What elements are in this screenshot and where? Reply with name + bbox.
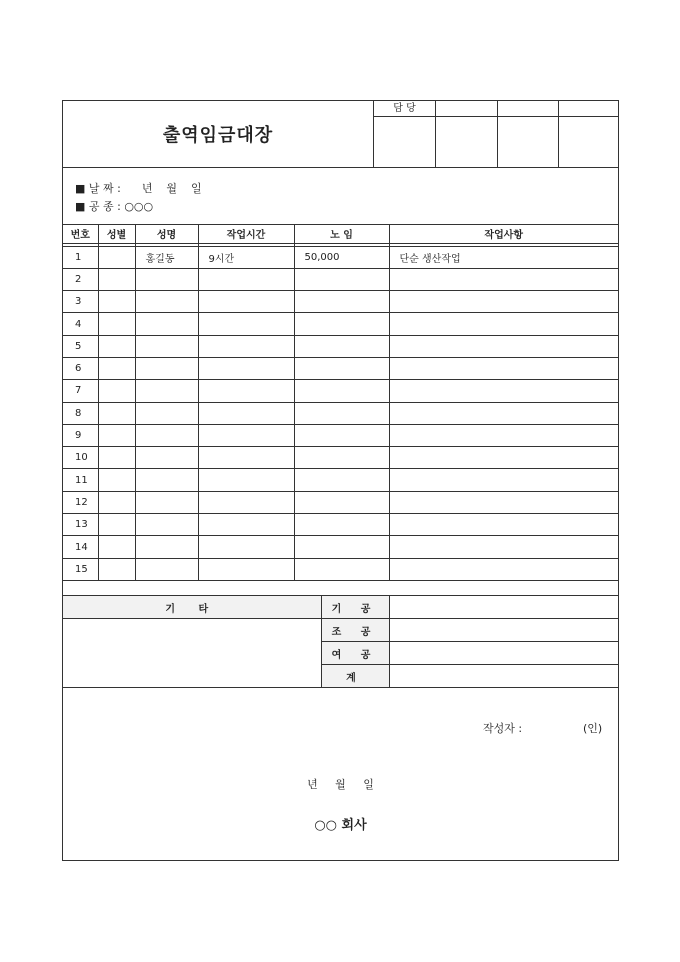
cell-wage[interactable] <box>294 536 389 558</box>
cell-gender[interactable] <box>98 380 135 402</box>
cell-wage[interactable] <box>294 313 389 335</box>
wage-ledger-document <box>62 100 619 861</box>
cell-number[interactable]: 3 <box>63 291 98 313</box>
cell-gender[interactable] <box>98 268 135 290</box>
cell-number[interactable]: 11 <box>63 469 98 491</box>
cell-work-details[interactable] <box>389 357 618 379</box>
cell-wage[interactable] <box>294 491 389 513</box>
approval-column-2 <box>436 101 498 167</box>
cell-gender[interactable] <box>98 402 135 424</box>
cell-name[interactable] <box>135 402 198 424</box>
approval-column-manager <box>374 101 436 167</box>
cell-number[interactable]: 1 <box>63 246 98 268</box>
table-row <box>63 357 618 379</box>
table-row <box>63 268 618 290</box>
table-row <box>63 380 618 402</box>
other-notes-area[interactable] <box>63 619 321 688</box>
cell-number[interactable]: 5 <box>63 335 98 357</box>
cell-name[interactable] <box>135 424 198 446</box>
cell-name[interactable] <box>135 380 198 402</box>
writer-label: 작성자 : <box>483 722 523 735</box>
table-row <box>63 558 618 580</box>
cell-work-details[interactable] <box>389 380 618 402</box>
cell-number[interactable]: 15 <box>63 558 98 580</box>
cell-wage[interactable]: 50,000 <box>294 246 389 268</box>
approval-column-3 <box>498 101 559 167</box>
cell-work-hours[interactable] <box>198 313 294 335</box>
attendance-table <box>63 224 618 581</box>
header-work-details: 작업사항 <box>389 224 618 243</box>
cell-gender[interactable] <box>98 514 135 536</box>
cell-number[interactable]: 14 <box>63 536 98 558</box>
cell-number[interactable]: 7 <box>63 380 98 402</box>
table-row <box>63 514 618 536</box>
cell-gender[interactable] <box>98 536 135 558</box>
cell-name[interactable] <box>135 536 198 558</box>
seal-label: (인) <box>583 722 603 735</box>
cell-wage[interactable] <box>294 469 389 491</box>
cell-work-details[interactable] <box>389 313 618 335</box>
cell-wage[interactable] <box>294 268 389 290</box>
cell-number[interactable]: 9 <box>63 424 98 446</box>
cell-gender[interactable] <box>98 469 135 491</box>
document-title: 출역임금대장 <box>162 125 274 146</box>
cell-name[interactable] <box>135 447 198 469</box>
cell-gender[interactable] <box>98 447 135 469</box>
company-name: ○○ 회사 <box>314 818 367 833</box>
cell-name[interactable] <box>135 491 198 513</box>
summary-table <box>63 595 618 688</box>
table-row <box>63 491 618 513</box>
table-row <box>63 536 618 558</box>
cell-name[interactable]: 홍길동 <box>135 246 198 268</box>
approval-label: 담 당 <box>374 101 435 117</box>
cell-work-hours[interactable] <box>198 424 294 446</box>
cell-work-details[interactable] <box>389 514 618 536</box>
table-row <box>63 291 618 313</box>
summary-value-skilled[interactable] <box>389 596 618 619</box>
cell-work-hours[interactable] <box>198 469 294 491</box>
cell-work-hours[interactable] <box>198 402 294 424</box>
trade-line: ■ 공 종 : ○○○ <box>75 200 154 213</box>
header-wage: 노 임 <box>294 224 389 243</box>
cell-wage[interactable] <box>294 402 389 424</box>
table-row <box>63 246 618 268</box>
cell-work-hours[interactable] <box>198 357 294 379</box>
approval-box <box>373 101 619 167</box>
cell-number[interactable]: 4 <box>63 313 98 335</box>
cell-name[interactable] <box>135 558 198 580</box>
cell-work-details[interactable] <box>389 291 618 313</box>
cell-gender[interactable] <box>98 246 135 268</box>
cell-work-hours[interactable] <box>198 447 294 469</box>
cell-work-hours[interactable] <box>198 335 294 357</box>
cell-gender[interactable] <box>98 357 135 379</box>
cell-gender[interactable] <box>98 491 135 513</box>
summary-value-assistant[interactable] <box>389 619 618 642</box>
summary-label-total: 계 <box>321 665 389 688</box>
cell-work-details[interactable] <box>389 402 618 424</box>
cell-work-details[interactable] <box>389 536 618 558</box>
other-label: 기 타 <box>63 596 321 619</box>
summary-row <box>63 619 618 642</box>
table-row <box>63 313 618 335</box>
table-row <box>63 424 618 446</box>
cell-name[interactable] <box>135 469 198 491</box>
cell-number[interactable]: 13 <box>63 514 98 536</box>
header-section <box>63 101 618 168</box>
cell-work-details[interactable] <box>389 268 618 290</box>
summary-row <box>63 596 618 619</box>
table-row <box>63 335 618 357</box>
table-header-row <box>63 224 618 243</box>
cell-gender[interactable] <box>98 558 135 580</box>
cell-work-hours[interactable] <box>198 380 294 402</box>
cell-gender[interactable] <box>98 424 135 446</box>
cell-name[interactable] <box>135 514 198 536</box>
cell-name[interactable] <box>135 291 198 313</box>
header-name: 성명 <box>135 224 198 243</box>
cell-wage[interactable] <box>294 380 389 402</box>
cell-name[interactable] <box>135 313 198 335</box>
cell-work-hours[interactable] <box>198 491 294 513</box>
cell-work-details[interactable]: 단순 생산작업 <box>389 246 618 268</box>
cell-name[interactable] <box>135 268 198 290</box>
cell-work-details[interactable] <box>389 447 618 469</box>
cell-work-details[interactable] <box>389 469 618 491</box>
cell-gender[interactable] <box>98 335 135 357</box>
cell-work-details[interactable] <box>389 424 618 446</box>
cell-wage[interactable] <box>294 357 389 379</box>
summary-label-female: 여 공 <box>321 642 389 665</box>
approval-column-4 <box>559 101 619 167</box>
cell-wage[interactable] <box>294 514 389 536</box>
cell-gender[interactable] <box>98 291 135 313</box>
cell-number[interactable]: 8 <box>63 402 98 424</box>
cell-name[interactable] <box>135 357 198 379</box>
cell-wage[interactable] <box>294 558 389 580</box>
cell-work-hours[interactable]: 9시간 <box>198 246 294 268</box>
info-section <box>63 167 618 225</box>
cell-work-details[interactable] <box>389 335 618 357</box>
table-row <box>63 447 618 469</box>
table-row <box>63 469 618 491</box>
summary-value-total[interactable] <box>389 665 618 688</box>
cell-work-hours[interactable] <box>198 536 294 558</box>
cell-wage[interactable] <box>294 291 389 313</box>
cell-wage[interactable] <box>294 424 389 446</box>
cell-number[interactable]: 6 <box>63 357 98 379</box>
date-line: ■ 날 짜 : 년 월 일 <box>75 182 202 195</box>
cell-work-hours[interactable] <box>198 268 294 290</box>
cell-number[interactable]: 10 <box>63 447 98 469</box>
cell-work-details[interactable] <box>389 491 618 513</box>
footer-date: 년 월 일 <box>307 778 374 791</box>
header-number: 번호 <box>63 224 98 243</box>
header-work-hours: 작업시간 <box>198 224 294 243</box>
cell-name[interactable] <box>135 335 198 357</box>
summary-label-assistant: 조 공 <box>321 619 389 642</box>
cell-work-details[interactable] <box>389 558 618 580</box>
cell-work-hours[interactable] <box>198 514 294 536</box>
table-row <box>63 402 618 424</box>
cell-wage[interactable] <box>294 335 389 357</box>
cell-gender[interactable] <box>98 313 135 335</box>
cell-work-hours[interactable] <box>198 291 294 313</box>
cell-work-hours[interactable] <box>198 558 294 580</box>
summary-label-skilled: 기 공 <box>321 596 389 619</box>
cell-number[interactable]: 2 <box>63 268 98 290</box>
header-gender: 성별 <box>98 224 135 243</box>
cell-number[interactable]: 12 <box>63 491 98 513</box>
cell-wage[interactable] <box>294 447 389 469</box>
footer-section <box>63 688 618 860</box>
summary-value-female[interactable] <box>389 642 618 665</box>
